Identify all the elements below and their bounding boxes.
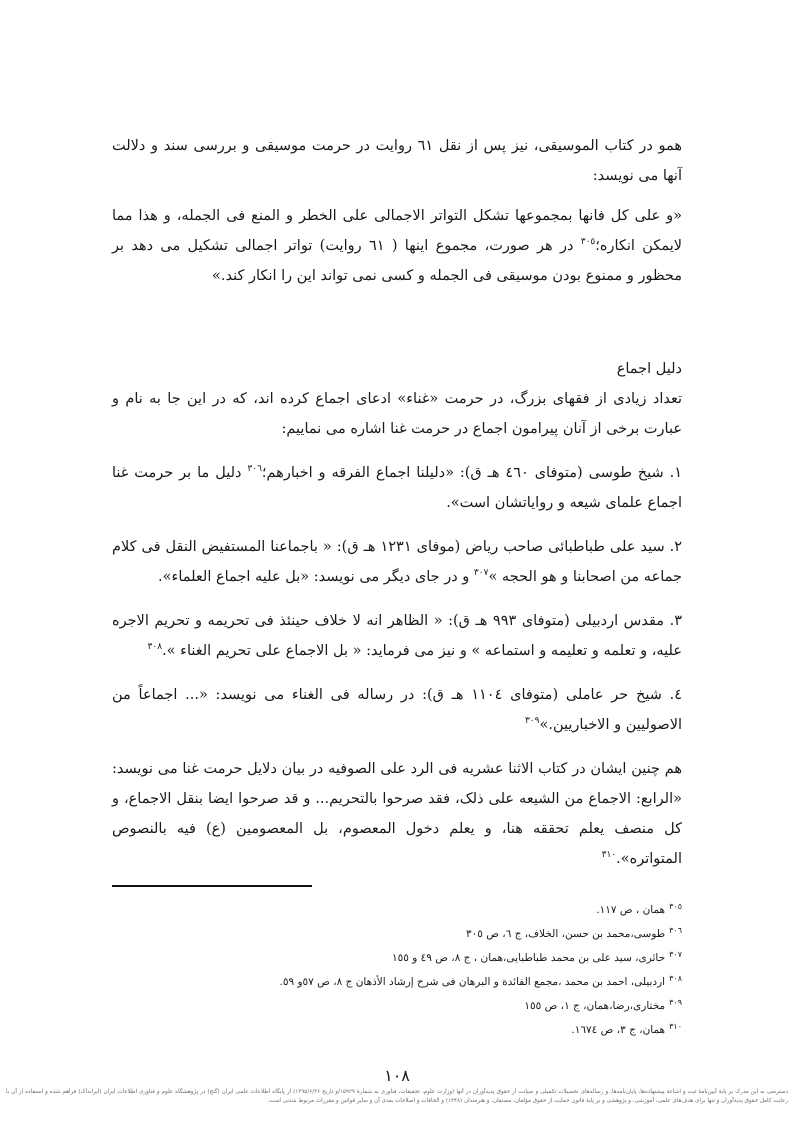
quote-arabic: «و علی کل فانها بمجموعها تشکل التواتر الاجمالی علی الخطر و المنع فی الجمله، و هذا مما لایمکن انکاره؛ [112, 208, 683, 254]
footnote-number: ٣١٠ [669, 1021, 682, 1031]
list-item [112, 458, 682, 518]
item-text: ١. شیخ طوسی (متوفای ٤٦٠ هـ ق): «دلیلنا اجماع الفرقه و اخبارهم؛ [261, 465, 683, 481]
footnote-number: ٣٠٨ [669, 973, 682, 983]
closing-text: هم چنین ایشان در کتاب الاثنا عشریه فی الرد علی الصوفیه در بیان دلایل حرمت غنا می نویسد: «الرابع: الاجماع من الشیعه علی ذلک، فقد صرحوا بالتحریم... و قد صرحوا ایضا بنقل الاجماع، و کل منصف یعلم تحققه هنا، و یعلم دخول المعصوم، بل المعصومین (ع) فیه بالنصوص المتواتره». [112, 761, 682, 867]
footnote-item [112, 1018, 682, 1042]
quote-persian: در هر صورت، مجموع اینها ( ٦١ روایت) تواتر اجمالی تشکیل می دهد بر محظور و ممنوع بودن موسیقی فی الجمله و کسی نمی تواند این را انکار کند.» [112, 238, 682, 284]
item-text: ٣. مقدس اردبیلی (متوفای ٩٩٣ هـ ق): « الظاهر انه لا خلاف حینئذ فی تحریمه و تحریم الاجره علیه، و تعلمه و تعلیمه و استماعه » و نیز می فرماید: « بل الاجماع علی تحریم الغناء ». [112, 613, 683, 659]
footnote-number: ٣٠٩ [669, 997, 682, 1007]
footnote-text: مختاری،رضا،همان، ج ١، ص ١٥٥ [524, 1000, 666, 1012]
footnote-item [112, 994, 682, 1018]
item-text: و در جای دیگر می نویسد: «بل علیه اجماع العلماء». [158, 569, 470, 585]
footnote-ref: ٣٠٧ [473, 568, 489, 579]
footnote-number: ٣٠٧ [669, 949, 682, 959]
intro-block [112, 131, 682, 291]
intro-paragraph: همو در کتاب الموسیقی، نیز پس از نقل ٦١ روایت در حرمت موسیقی و بررسی سند و دلالت آنها می نویسد: [112, 138, 682, 184]
footnote-ref: ٣٠٨ [147, 642, 163, 653]
item-text: ٤. شیخ حر عاملی (متوفای ١١٠٤ هـ ق): در رساله فی الغناء می نویسد: «... اجماعاً من الاصولیین و الاخباریین.» [112, 687, 683, 733]
footnote-divider [112, 885, 312, 887]
footnote-item [112, 922, 682, 946]
footnote-ref: ٣٠٥ [580, 237, 596, 248]
section-paragraph: تعداد زیادی از فقهای بزرگ، در حرمت «غناء» ادعای اجماع کرده اند، که در این جا به نام و عبارت برخی از آنان پیرامون اجماع در حرمت غنا اشاره می نماییم: [112, 391, 682, 437]
footnote-item [112, 898, 682, 922]
footnotes [112, 898, 682, 1042]
intro-quote [112, 201, 682, 291]
footnote-number: ٣٠٦ [669, 925, 682, 935]
list-item [112, 680, 682, 740]
footnote-text: طوسی،محمد بن حسن، الخلاف، ج ٦، ص ٣٠٥ [466, 928, 666, 940]
footnote-ref: ٣٠٦ [247, 464, 262, 475]
footnote-item [112, 970, 682, 994]
section-heading: دلیل اجماع [616, 361, 682, 377]
footnote-text: اردبیلی، احمد بن محمد ،مجمع الفائدة و البرهان فی شرح إرشاد الأذهان ج ٨، ص ٥٧و ٥٩. [279, 976, 666, 988]
closing-paragraph [112, 754, 682, 874]
ijma-section [112, 354, 682, 874]
page-number: ١٠٨ [384, 1066, 410, 1085]
footnote-ref: ٣١٠ [601, 850, 617, 861]
footnote-text: حائری، سید علی بن محمد طباطبایی،همان ، ج ٨، ص ٤٩ و ١٥٥ [391, 952, 666, 964]
footnote-text: همان ، ص ١١٧. [596, 904, 666, 916]
footnote-item [112, 946, 682, 970]
item-text: دلیل ما بر حرمت غنا اجماع علمای شیعه و روایاتشان است». [112, 465, 682, 511]
footnote-text: همان، ج ٣، ص ١٦٧٤. [571, 1024, 666, 1036]
license-notice: دسترسی به این مدرک بر پایهٔ آیین‌نامهٔ ثبت و اشاعهٔ پیشنهاده‌ها، پایان‌نامه‌ها، و رساله‌های تحصیلات تکمیلی و صیانت از حقوق پدیدآوران در آنها (وزارت علوم، تحقیقات، فناوری به شمارهٔ ۱۵۹۲۹/و تاریخ ۱۳۹۵/۶/۲۶) از پایگاه اطلاعات علمی ایران (گنج) در پژوهشگاه علوم و فناوری اطلاعات ایران (ایرانداک) فراهم شده و استفاده از آن با رعایت کامل حقوق پدیدآوران و تنها برای هدف‌های علمی، آموزشی، و پژوهشی و بر پایهٔ قانون حمایت از حقوق مؤلفان، مصنفان، و هنرمندان (۱۳۴۸) و الحاقات و اصلاحات بعدی آن و سایر قوانین و مقررات مربوط شدنی است. [6, 1089, 788, 1104]
list-item [112, 606, 682, 666]
footnote-ref: ٣٠٩ [524, 716, 540, 727]
footnote-number: ٣٠٥ [669, 901, 682, 911]
item-text: ٢. سید علی طباطبائی صاحب ریاض (موفای ١٢٣١ هـ ق): « باجماعنا المستفیض النقل فی کلام جماعه من اصحابنا و هو الحجه » [112, 539, 682, 585]
list-item [112, 532, 682, 592]
